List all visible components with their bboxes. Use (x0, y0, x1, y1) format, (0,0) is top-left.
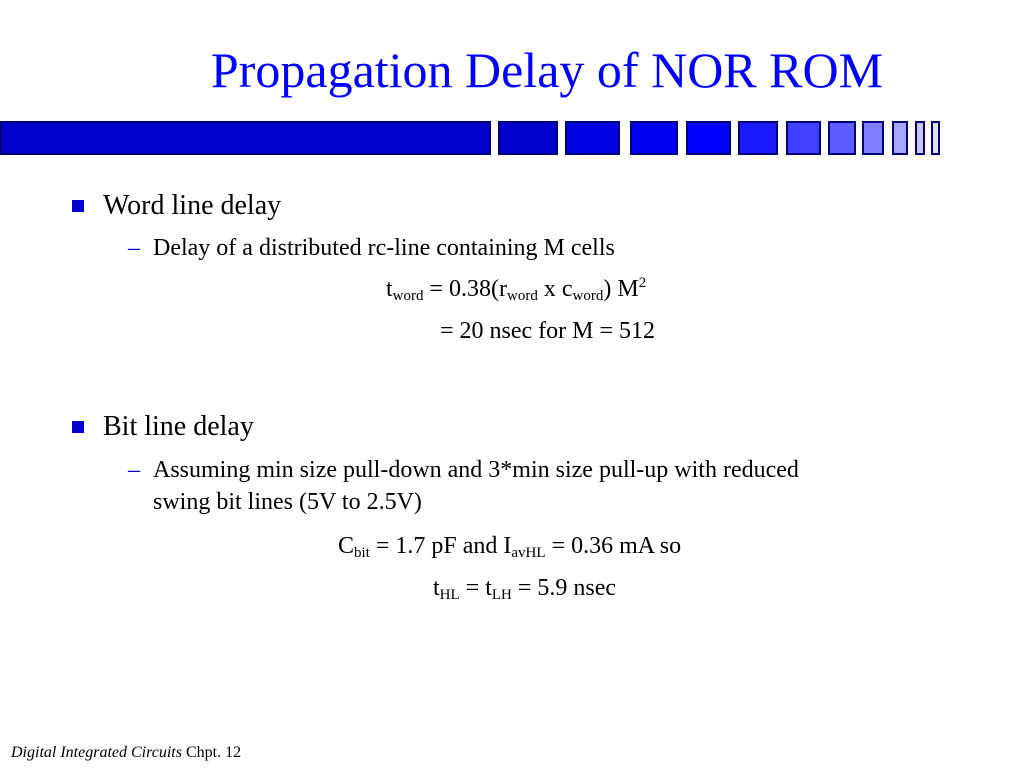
band-block (892, 121, 908, 155)
band-block (630, 121, 678, 155)
slide-title: Propagation Delay of NOR ROM (210, 42, 884, 98)
band-block (828, 121, 856, 155)
footer-chapter: Chpt. 12 (181, 744, 242, 761)
bullet-bit-line-delay: Bit line delay (103, 411, 254, 442)
band-block (931, 121, 940, 155)
footer (11, 743, 241, 763)
bullet-word-line-delay: Word line delay (103, 190, 282, 221)
equation-c-bit: $C_{bit} = 1.7$ pF and $I_{avHL} = 0.36$ mA so (338, 533, 682, 561)
equation-20nsec: = 20 nsec for M = 512 (440, 318, 656, 344)
band-block (686, 121, 731, 155)
sub-bullet-bit-line-2: swing bit lines (5V to 2.5V) (153, 489, 422, 515)
decorative-band (0, 121, 945, 155)
sub-bullet-word-line: Delay of a distributed rc-line containing M cells (153, 235, 615, 261)
dash-icon: – (128, 235, 140, 261)
bullet-square-icon (72, 421, 84, 433)
band-block-long (0, 121, 491, 155)
equation-t-hl: $t_{HL} = t_{LH} = 5.9$ nsec (433, 575, 617, 603)
bullet-square-icon (72, 200, 84, 212)
band-block (738, 121, 778, 155)
band-block (915, 121, 925, 155)
dash-icon: – (128, 457, 140, 483)
band-block (565, 121, 620, 155)
band-block (862, 121, 884, 155)
band-block (498, 121, 558, 155)
sub-bullet-bit-line-1: Assuming min size pull-down and 3*min size pull-up with reduced (153, 457, 799, 483)
equation-t-word: $t_{word} = 0.38(r_{word}$ x $c_{word}$) $M^2$ (386, 275, 647, 304)
footer-book-title: Digital Integrated Circuits (11, 744, 182, 761)
band-block (786, 121, 821, 155)
